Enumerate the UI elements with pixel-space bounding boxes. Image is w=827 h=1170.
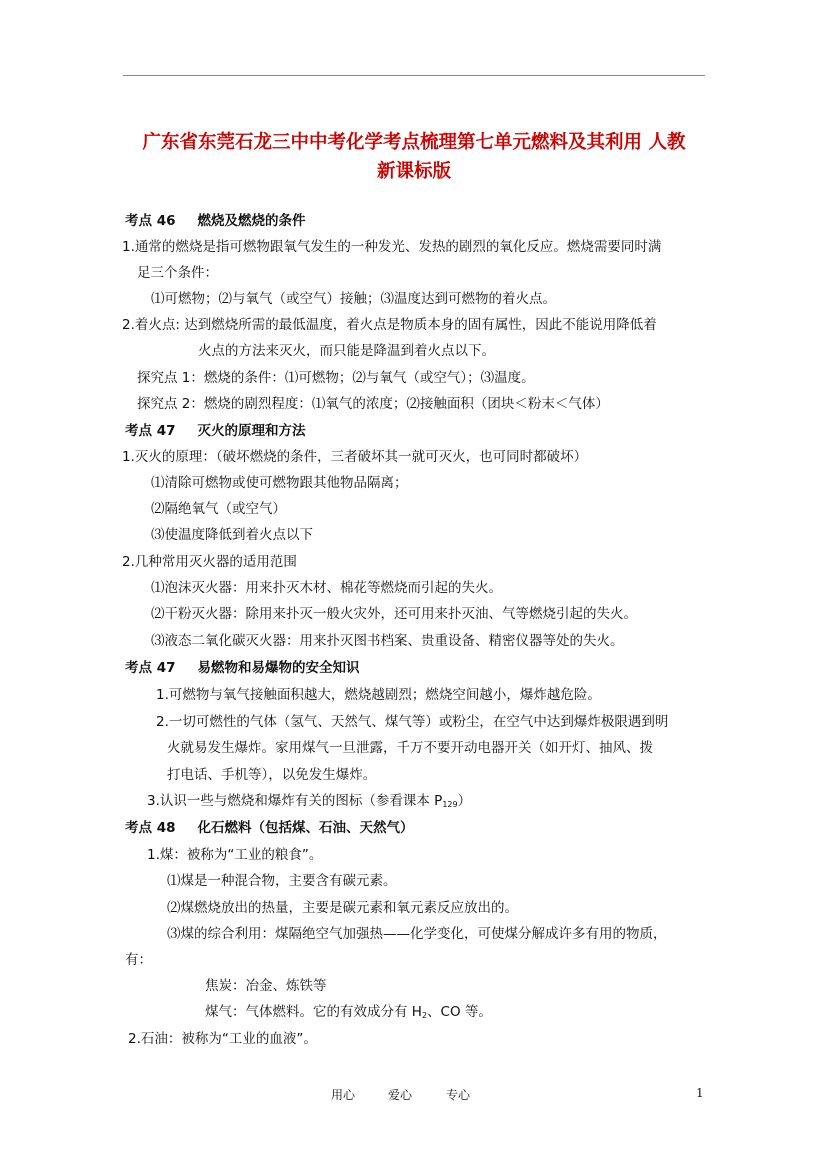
paragraph-line bbox=[147, 792, 471, 814]
section-47b-heading bbox=[125, 659, 360, 677]
paragraph-line: 足三个条件： bbox=[137, 265, 218, 281]
coal-gas-text: 煤气：气体燃料。它的有效成分有 H bbox=[205, 1004, 422, 1020]
header-rule bbox=[123, 75, 705, 76]
section-number: 考点 48 bbox=[125, 820, 176, 836]
paragraph-line: 1.通常的燃烧是指可燃物跟氧气发生的一种发光、发热的剧烈的氧化反应。燃烧需要同时满 bbox=[122, 239, 662, 255]
page-number: 1 bbox=[696, 1086, 704, 1100]
paragraph-line: ⑶使温度降低到着火点以下 bbox=[151, 527, 313, 543]
coal-gas-end: 、CO 等。 bbox=[427, 1004, 492, 1020]
paragraph-line: 1.煤：被称为“工业的粮食”。 bbox=[147, 847, 323, 863]
paragraph-line: 2.一切可燃性的气体（氢气、天然气、煤气等）或粉尘，在空气中达到爆炸极限遇到明 bbox=[156, 714, 669, 730]
h2-subscript: 2 bbox=[421, 1011, 428, 1020]
paragraph-line: 火点的方法来灭火，而只能是降温到着火点以下。 bbox=[198, 343, 495, 359]
section-48-heading bbox=[125, 819, 414, 837]
section-number: 考点 46 bbox=[125, 213, 176, 229]
paragraph-line bbox=[205, 1003, 492, 1025]
section-46-heading bbox=[125, 212, 306, 230]
paragraph-line: ⑵干粉灭火器：除用来扑灭一般火灾外，还可用来扑灭油、气等燃烧引起的失火。 bbox=[151, 606, 637, 622]
section-title: 易燃物和易爆物的安全知识 bbox=[197, 660, 360, 676]
paragraph-line: 探究点 2：燃烧的剧烈程度：⑴氧气的浓度；⑵接触面积（团块＜粉末＜气体） bbox=[137, 396, 609, 412]
paragraph-line: 2.几种常用灭火器的适用范围 bbox=[122, 554, 297, 570]
section-title: 灭火的原理和方法 bbox=[197, 423, 306, 439]
paragraph-line: 1.可燃物与氧气接触面积越大，燃烧越剧烈；燃烧空间越小，爆炸越危险。 bbox=[156, 687, 601, 703]
textbook-ref-close: ） bbox=[457, 793, 472, 809]
section-title: 化石燃料（包括煤、石油、天然气） bbox=[197, 820, 414, 836]
paragraph-line: ⑶液态二氧化碳灭火器：用来扑灭图书档案、贵重设备、精密仪器等处的失火。 bbox=[151, 633, 624, 649]
paragraph-line: 2.着火点: 达到燃烧所需的最低温度，着火点是物质本身的固有属性，因此不能说用降低着 bbox=[122, 317, 657, 333]
paragraph-line: ⑵煤燃烧放出的热量，主要是碳元素和氧元素反应放出的。 bbox=[167, 900, 518, 916]
paragraph-line: 焦炭：冶金、炼铁等 bbox=[205, 978, 327, 994]
title-line-1: 广东省东莞石龙三中中考化学考点梳理第七单元燃料及其利用 人教 bbox=[142, 132, 686, 153]
paragraph-line: ⑴可燃物；⑵与氧气（或空气）接触；⑶温度达到可燃物的着火点。 bbox=[151, 291, 556, 307]
paragraph-line: ⑵隔绝氧气（或空气） bbox=[151, 501, 286, 517]
paragraph-line: 有： bbox=[125, 952, 152, 968]
paragraph-line: ⑴煤是一种混合物，主要含有碳元素。 bbox=[167, 873, 397, 889]
section-number: 考点 47 bbox=[125, 660, 176, 676]
textbook-ref-text: 3.认识一些与燃烧和爆炸有关的图标（参看课本 P bbox=[147, 793, 443, 809]
section-number: 考点 47 bbox=[125, 423, 176, 439]
paragraph-line: 打电话、手机等），以免发生爆炸。 bbox=[167, 767, 377, 783]
paragraph-line: ⑶煤的综合利用：煤隔绝空气加强热——化学变化，可使煤分解成许多有用的物质， bbox=[167, 926, 667, 942]
footer-motto-1: 用心 bbox=[331, 1088, 356, 1102]
title-line-2: 新课标版 bbox=[376, 161, 451, 182]
paragraph-line: ⑴清除可燃物或使可燃物跟其他物品隔离； bbox=[151, 475, 408, 491]
footer-motto-2: 爱心 bbox=[388, 1088, 413, 1102]
section-47-heading bbox=[125, 422, 306, 440]
section-title: 燃烧及燃烧的条件 bbox=[197, 213, 306, 229]
paragraph-line: 火就易发生爆炸。家用煤气一旦泄露，千万不要开动电器开关（如开灯、抽风、拨 bbox=[167, 740, 653, 756]
paragraph-line: 2.石油：被称为“工业的血液”。 bbox=[128, 1031, 317, 1047]
page-subscript: 129 bbox=[442, 800, 458, 809]
document-title bbox=[118, 128, 710, 186]
paragraph-line: ⑴泡沫灭火器：用来扑灭木材、棉花等燃烧而引起的失火。 bbox=[151, 580, 502, 596]
footer-motto-3: 专心 bbox=[446, 1088, 471, 1102]
paragraph-line: 探究点 1：燃烧的条件：⑴可燃物；⑵与氧气（或空气）；⑶温度。 bbox=[137, 370, 535, 386]
paragraph-line: 1.灭火的原理：（破坏燃烧的条件，三者破坏其一就可灭火，也可同时都破坏） bbox=[122, 449, 588, 465]
